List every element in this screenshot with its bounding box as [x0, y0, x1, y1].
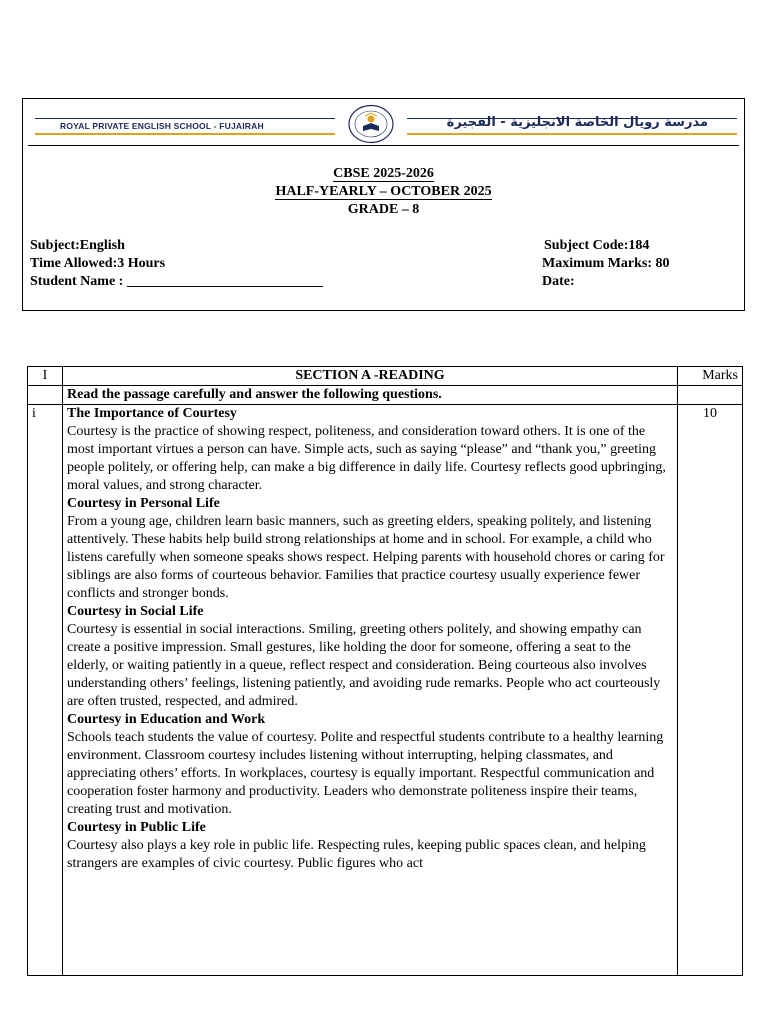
time-allowed-label: Time Allowed:3 Hours	[30, 256, 166, 271]
question-row	[28, 405, 743, 976]
passage-heading: Courtesy in Education and Work	[67, 712, 266, 727]
marks-header: Marks	[678, 367, 743, 386]
maximum-marks-label: Maximum Marks: 80	[542, 256, 670, 271]
passage-paragraph: Courtesy also plays a key role in public life. Respecting rules, keeping public spaces clean, and helping strangers are examples of civic courtesy. Public figures who act	[67, 838, 646, 871]
passage-heading: Courtesy in Personal Life	[67, 496, 220, 511]
school-name-english: ROYAL PRIVATE ENGLISH SCHOOL - FUJAIRAH	[60, 121, 264, 131]
instruction-row	[28, 386, 743, 405]
passage-paragraph: From a young age, children learn basic manners, such as greeting elders, speaking politely, and listening attentively. These habits help build strong relationships at home and in school. For example, a child who listens carefully when someone speaks shows respect. Helping parents with household chores or caring for siblings are also forms of courteous behavior. Families that practice courtesy usually experience fewer conflicts and stronger bonds.	[67, 514, 665, 601]
question-number: i	[28, 405, 63, 976]
school-name-arabic: مدرسة رويال الخاصة الانجليزية - الفجيرة	[446, 115, 708, 130]
passage-heading: Courtesy in Public Life	[67, 820, 206, 835]
section-title: SECTION A -READING	[63, 367, 678, 386]
section-number: I	[28, 367, 63, 386]
school-crest-icon	[345, 104, 397, 144]
date-field[interactable]: Date:	[542, 274, 575, 289]
instruction-text: Read the passage carefully and answer the following questions.	[63, 386, 678, 405]
section-header-row	[28, 367, 743, 386]
exam-line-2: HALF-YEARLY – OCTOBER 2025	[275, 184, 492, 199]
exam-line-3: GRADE – 8	[347, 202, 420, 217]
exam-header-box	[22, 98, 745, 311]
passage-title: The Importance of Courtesy	[67, 406, 237, 421]
header-divider	[28, 145, 739, 146]
passage-heading: Courtesy in Social Life	[67, 604, 204, 619]
subject-label: Subject:English	[30, 238, 125, 253]
question-marks: 10	[678, 405, 743, 976]
reading-passage	[67, 405, 673, 975]
reading-section-table	[27, 366, 743, 976]
passage-cell	[63, 405, 678, 976]
student-name-field[interactable]: Student Name : ____________________________	[30, 274, 323, 289]
passage-paragraph: Schools teach students the value of courtesy. Polite and respectful students contribute to a healthy learning environment. Classroom courtesy includes listening without interrupting, helping classmates, and appreciating others’ efforts. In workplaces, courtesy is equally important. Respectful communication and cooperation foster harmony and productivity. Leaders who demonstrate politeness inspire their teams, creating trust and motivation.	[67, 730, 664, 817]
subject-code-label: Subject Code:184	[544, 238, 650, 253]
school-banner	[29, 104, 738, 144]
passage-paragraph: Courtesy is essential in social interactions. Smiling, greeting others politely, and showing empathy can create a positive impression. Small gestures, like holding the door for someone, offering a seat to the elderly, or waiting patiently in a queue, reflect respect and consideration. Being courteous also involves understanding others’ feelings, listening patiently, and avoiding rude remarks. People who act courteously are often trusted, respected, and admired.	[67, 622, 661, 709]
passage-paragraph: Courtesy is the practice of showing respect, politeness, and consideration toward others. It is one of the most important virtues a person can have. Simple acts, such as saying “please” and “thank you,” greeting people politely, or offering help, can make a big difference in daily life. Courtesy reflects good upbringing, moral values, and strong character.	[67, 424, 666, 493]
exam-line-1: CBSE 2025-2026	[333, 166, 434, 181]
